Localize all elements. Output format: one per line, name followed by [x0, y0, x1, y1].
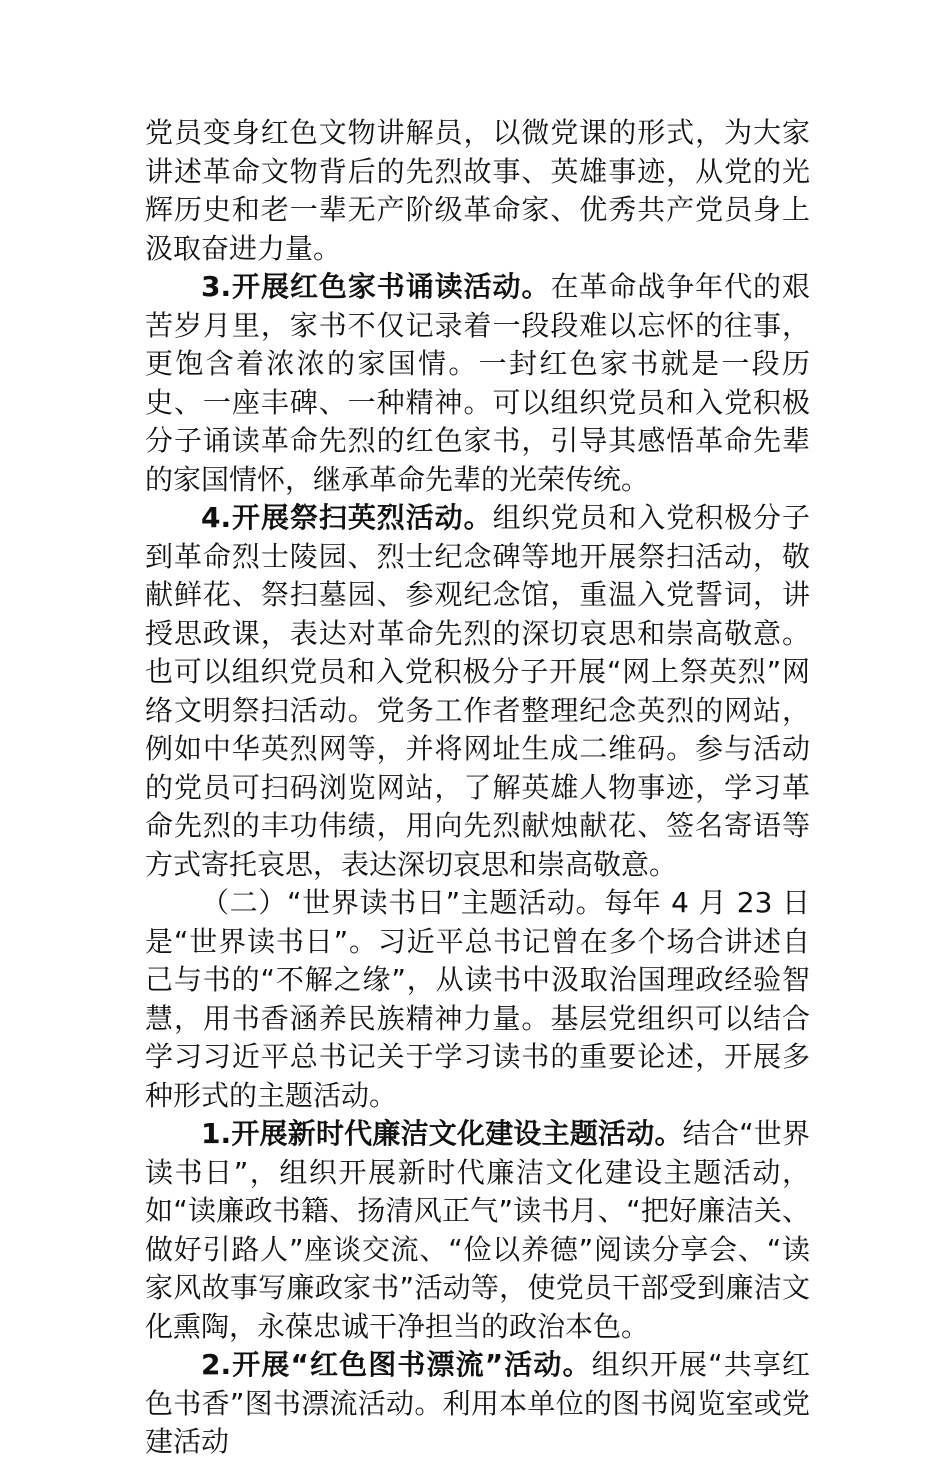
paragraph-text: 党员变身红色文物讲解员，以微党课的形式，为大家讲述革命文物背后的先烈故事、英雄事迹，从党的光辉历史和老一辈无产阶级革命家、优秀共产党员身上汲取奋进力量。	[145, 116, 810, 265]
paragraph-text: 组织党员和入党积极分子到革命烈士陵园、烈士纪念碑等地开展祭扫活动，敬献鲜花、祭扫墓园、参观纪念馆，重温入党誓词，讲授思政课，表达对革命先烈的深切哀思和崇高敬意。也可以组织党员和入党积极分子开展“网上祭英烈”网络文明祭扫活动。党务工作者整理纪念英烈的网站，例如中华英烈网等，并将网址生成二维码。参与活动的党员可扫码浏览网站，了解英雄人物事迹，学习革命先烈的丰功伟绩，用向先烈献烛献花、签名寄语等方式寄托哀思，表达深切哀思和崇高敬意。	[145, 501, 810, 881]
paragraph-martyr-memorial	[145, 499, 810, 884]
paragraph-text: 在革命战争年代的艰苦岁月里，家书不仅记录着一段段难以忘怀的往事，更饱含着浓浓的家国情。一封红色家书就是一段历史、一座丰碑、一种精神。可以组织党员和入党积极分子诵读革命先烈的红色家书，引导其感悟革命先辈的家国情怀，继承革命先辈的光荣传统。	[145, 270, 810, 496]
paragraph-world-book-day	[145, 884, 810, 1115]
document-body	[145, 114, 810, 1462]
section-heading: 2.开展“红色图书漂流”活动。	[201, 1348, 592, 1381]
section-heading: 4.开展祭扫英烈活动。	[201, 501, 493, 534]
paragraph-text: （二）“世界读书日”主题活动。每年 4 月 23 日是“世界读书日”。习近平总书记曾在多个场合讲述自己与书的“不解之缘”，从读书中汲取治国理政经验智慧，用书香涵养民族精神力量。基层党组织可以结合学习习近平总书记关于学习读书的重要论述，开展多种形式的主题活动。	[145, 886, 810, 1112]
paragraph-red-family-letters	[145, 268, 810, 499]
paragraph-intro	[145, 114, 810, 268]
paragraph-text: 结合“世界读书日”，组织开展新时代廉洁文化建设主题活动，如“读廉政书籍、扬清风正气”读书月、“把好廉洁关、做好引路人”座谈交流、“俭以养德”阅读分享会、“读家风故事写廉政家书”活动等，使党员干部受到廉洁文化熏陶，永葆忠诚干净担当的政治本色。	[145, 1117, 810, 1343]
section-heading: 1.开展新时代廉洁文化建设主题活动。	[201, 1117, 683, 1150]
paragraph-book-drifting	[145, 1346, 810, 1462]
paragraph-text: 组织开展“共享红色书香”图书漂流活动。利用本单位的图书阅览室或党建活动	[145, 1348, 810, 1458]
paragraph-integrity-culture	[145, 1115, 810, 1346]
section-heading: 3.开展红色家书诵读活动。	[201, 270, 551, 303]
